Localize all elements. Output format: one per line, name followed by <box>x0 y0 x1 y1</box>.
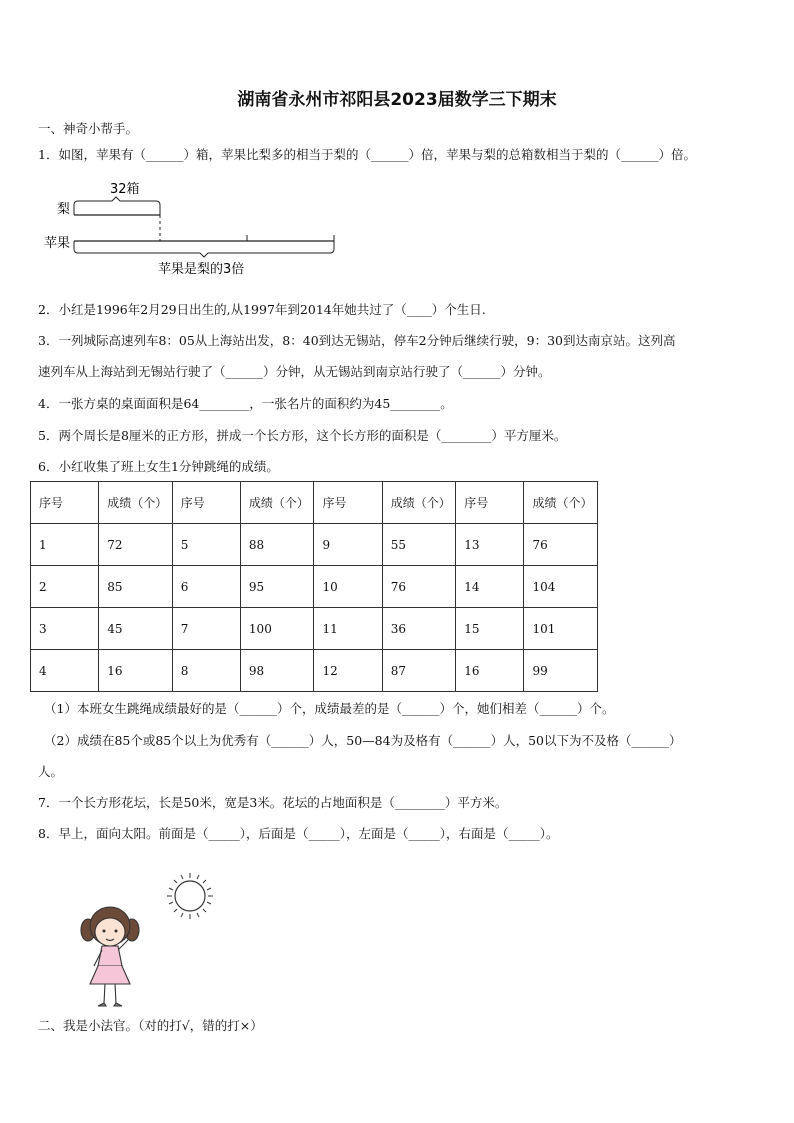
question-6-part-2-line-1: （2）成绩在85个或85个以上为优秀有（______）人，50—84为及格有（______）人，50以下为不及格（______） <box>44 733 682 748</box>
header-cell: 成绩（个） <box>240 482 314 524</box>
table-cell: 13 <box>456 524 524 566</box>
question-6-part-1: （1）本班女生跳绳成绩最好的是（______）个，成绩最差的是（______）个，她们相差（______）个。 <box>44 701 615 716</box>
table-cell: 36 <box>382 608 456 650</box>
table-cell: 7 <box>172 608 240 650</box>
header-cell: 序号 <box>172 482 240 524</box>
page-title: 湖南省永州市祁阳县2023届数学三下期末 <box>237 90 557 110</box>
section-1-heading: 一、神奇小帮手。 <box>38 121 139 136</box>
section-2-heading: 二、我是小法官。（对的打√，错的打×） <box>38 1018 263 1033</box>
question-2: 2．小红是1996年2月29日出生的,从1997年到2014年她共过了（____）个生日. <box>38 302 486 317</box>
table-cell: 6 <box>172 566 240 608</box>
apple-label: 苹果 <box>44 236 71 251</box>
table-cell: 10 <box>314 566 382 608</box>
diagram-bottom-label: 苹果是梨的3倍 <box>158 262 245 277</box>
table-cell: 87 <box>382 650 456 692</box>
header-cell: 序号 <box>31 482 99 524</box>
header-cell: 序号 <box>314 482 382 524</box>
table-cell: 100 <box>240 608 314 650</box>
table-header-row <box>31 482 598 524</box>
table-row <box>31 650 598 692</box>
table-row <box>31 608 598 650</box>
jump-rope-scores-table <box>30 481 598 692</box>
header-cell: 成绩（个） <box>382 482 456 524</box>
question-8: 8．早上，面向太阳。前面是（_____），后面是（_____），左面是（_____），右面是（_____）。 <box>38 826 559 841</box>
girl-figure <box>81 907 139 1006</box>
table-cell: 104 <box>524 566 598 608</box>
table-cell: 55 <box>382 524 456 566</box>
question-4: 4．一张方桌的桌面面积是64________，一张名片的面积约为45________。 <box>38 396 453 411</box>
pear-apple-diagram <box>40 175 350 280</box>
header-cell: 序号 <box>456 482 524 524</box>
table-cell: 88 <box>240 524 314 566</box>
table-cell: 2 <box>31 566 99 608</box>
question-3-line-1: 3．一列城际高速列车8：05从上海站出发，8：40到达无锡站，停车2分钟后继续行驶，9：30到达南京站。这列高 <box>38 333 676 348</box>
table-cell: 45 <box>99 608 173 650</box>
table-cell: 98 <box>240 650 314 692</box>
table-cell: 85 <box>99 566 173 608</box>
diagram-top-label: 32箱 <box>110 182 140 197</box>
table-cell: 76 <box>382 566 456 608</box>
table-cell: 12 <box>314 650 382 692</box>
pear-brace <box>74 197 160 215</box>
question-1: 1．如图，苹果有（______）箱，苹果比梨多的相当于梨的（______）倍，苹果与梨的总箱数相当于梨的（______）倍。 <box>38 147 696 162</box>
table-cell: 1 <box>31 524 99 566</box>
table-cell: 5 <box>172 524 240 566</box>
table-cell: 9 <box>314 524 382 566</box>
table-cell: 16 <box>456 650 524 692</box>
apple-brace <box>74 241 334 257</box>
question-6: 6．小红收集了班上女生1分钟跳绳的成绩。 <box>38 459 279 474</box>
table-cell: 101 <box>524 608 598 650</box>
question-7: 7．一个长方形花坛，长是50米，宽是3米。花坛的占地面积是（________）平方米。 <box>38 795 508 810</box>
girl-and-sun-illustration <box>60 858 260 1013</box>
header-cell: 成绩（个） <box>524 482 598 524</box>
table-cell: 15 <box>456 608 524 650</box>
table-cell: 14 <box>456 566 524 608</box>
table-cell: 8 <box>172 650 240 692</box>
question-3-line-2: 速列车从上海站到无锡站行驶了（______）分钟，从无锡站到南京站行驶了（______）分钟。 <box>38 364 551 379</box>
sun-icon <box>167 873 213 919</box>
table-cell: 16 <box>99 650 173 692</box>
table-cell: 99 <box>524 650 598 692</box>
table-cell: 3 <box>31 608 99 650</box>
table-row <box>31 566 598 608</box>
table-cell: 11 <box>314 608 382 650</box>
pear-label: 梨 <box>57 202 71 217</box>
table-row <box>31 524 598 566</box>
table-cell: 72 <box>99 524 173 566</box>
table-cell: 76 <box>524 524 598 566</box>
question-6-part-2-line-2: 人。 <box>38 764 64 779</box>
table-cell: 95 <box>240 566 314 608</box>
header-cell: 成绩（个） <box>99 482 173 524</box>
table-cell: 4 <box>31 650 99 692</box>
question-5: 5．两个周长是8厘米的正方形，拼成一个长方形，这个长方形的面积是（________）平方厘米。 <box>38 428 567 443</box>
